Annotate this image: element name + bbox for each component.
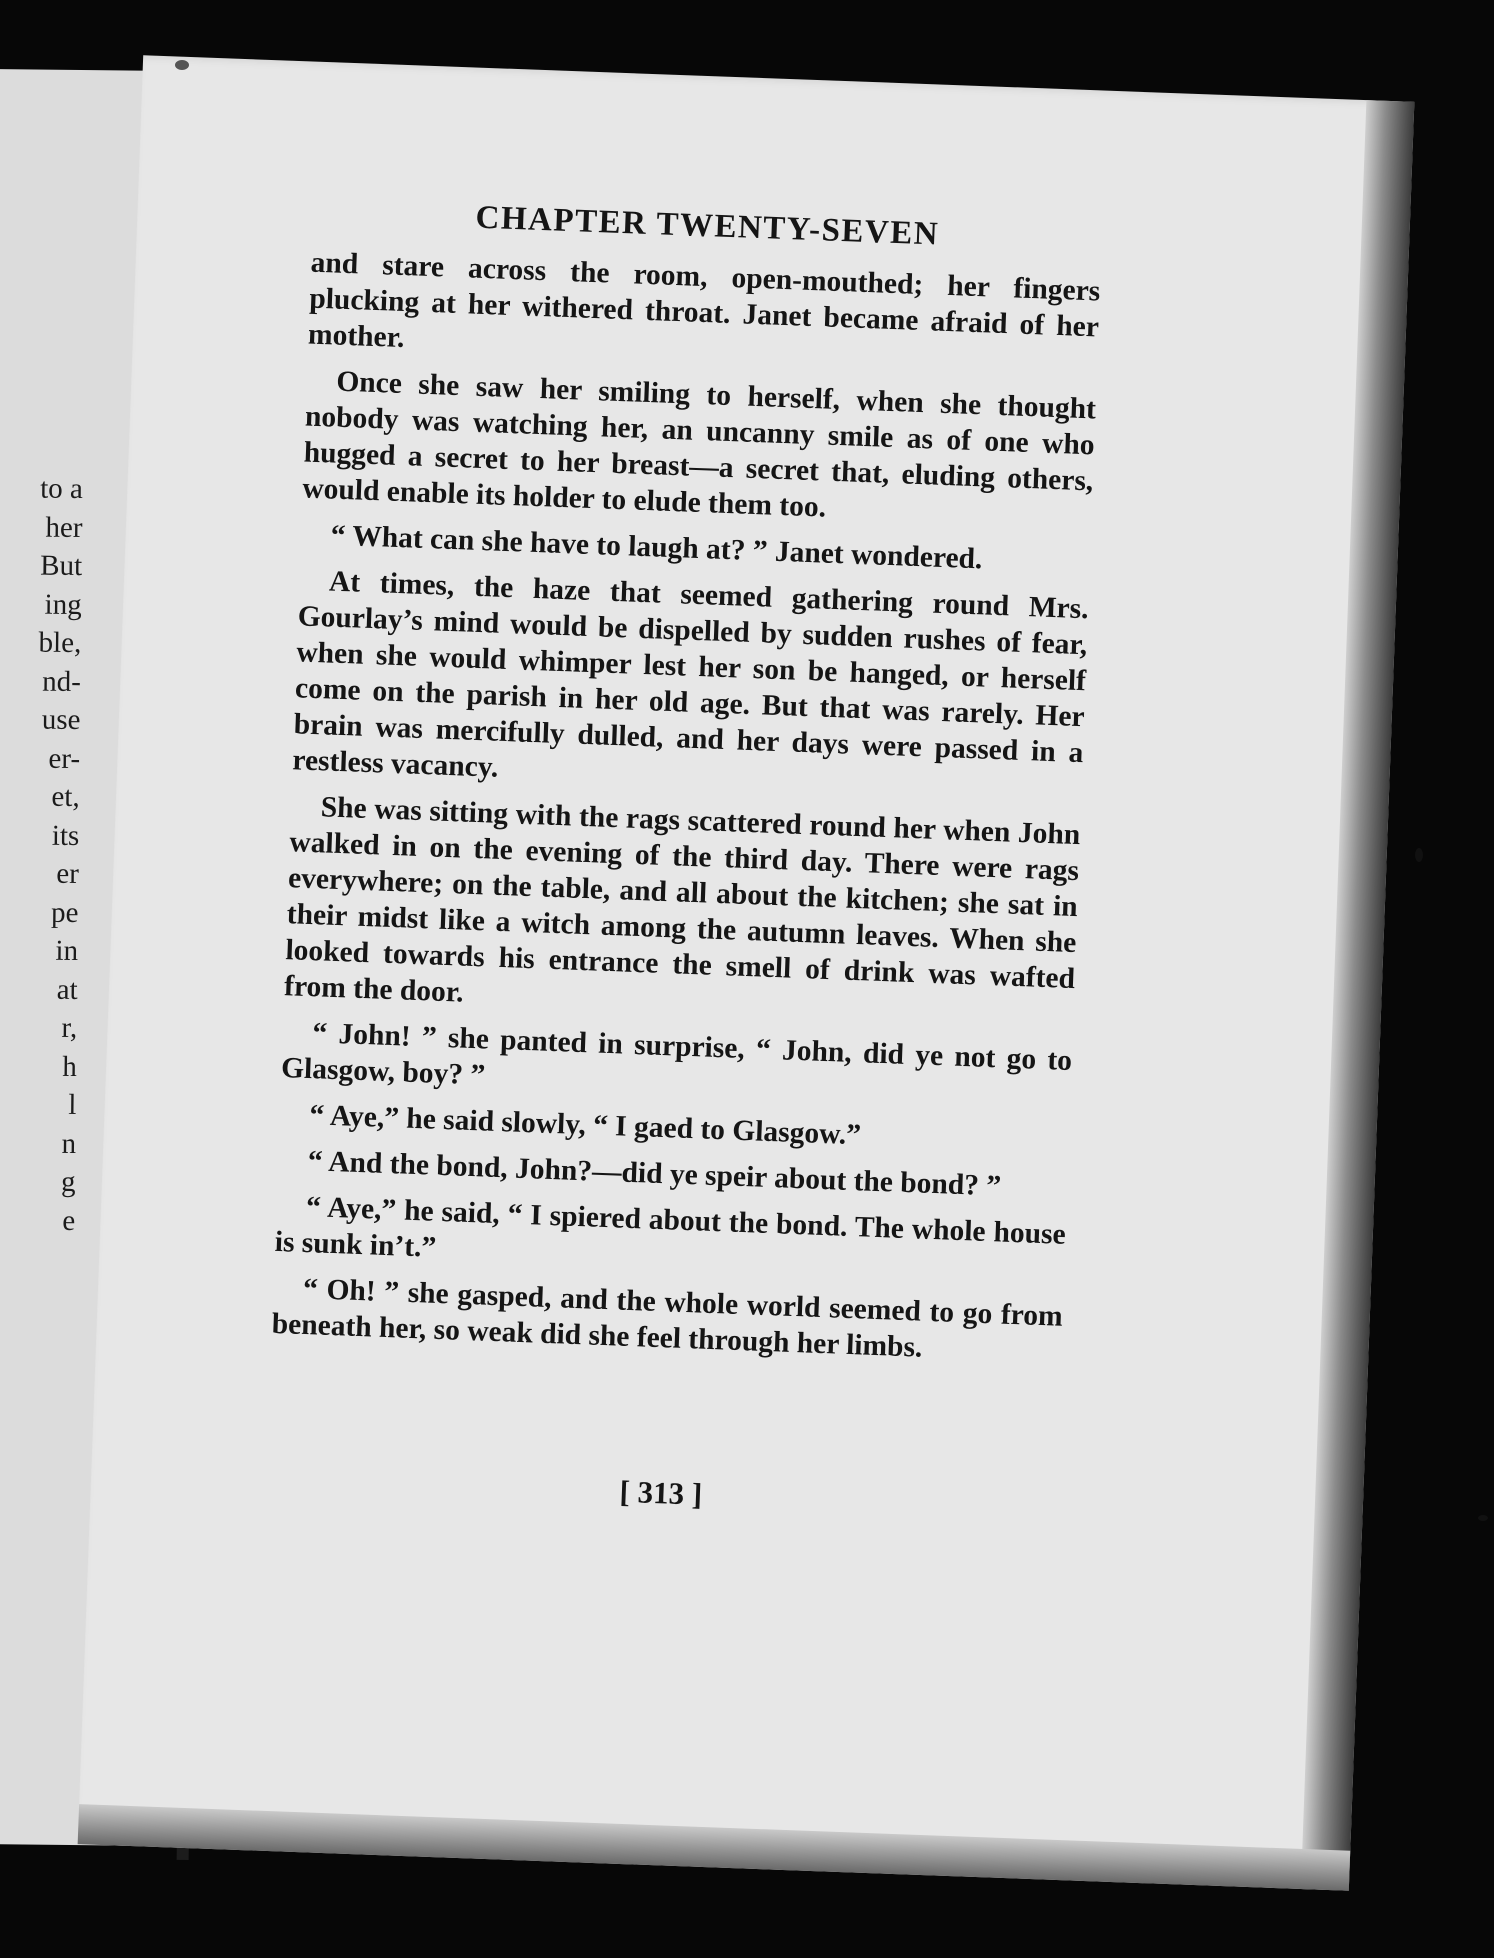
left-fragment: its	[51, 819, 80, 852]
left-fragment: her	[45, 511, 83, 544]
left-fragment: nd-	[42, 665, 82, 698]
left-fragment: use	[41, 703, 81, 737]
paragraph: “ And the bond, John?—did ye speir about the bond? ”	[307, 1145, 1002, 1203]
scan-speck	[175, 60, 189, 70]
left-fragment: n	[61, 1127, 77, 1160]
left-fragment: h	[62, 1050, 78, 1083]
scan-speck	[1478, 1515, 1488, 1521]
scan-speck	[1415, 848, 1423, 862]
paragraph: “ What can she have to laugh at? ” Janet wondered.	[330, 519, 983, 576]
paragraph: and stare across the room, open-mouthed; her fingers plucking at her withered throat. Janet became afraid of her mother.	[307, 246, 1101, 355]
left-fragment: ble,	[38, 626, 82, 660]
right-page	[78, 55, 1415, 1890]
page-edge-shadow	[1301, 100, 1415, 1891]
left-page-text-fragments	[0, 469, 83, 1240]
left-fragment: er-	[48, 742, 81, 775]
paragraph: She was sitting with the rags scattered round her when John walked in on the evening of the third day. There were rags everywhere; on the table, and all about the kitchen; she sat in their midst like a witch among the autumn leaves. When she looked towards his entrance the smell of drink was wafted from the door.	[283, 791, 1081, 1009]
left-fragment: l	[68, 1088, 77, 1122]
paragraph: “ Aye,” he said slowly, “ I gaed to Glasgow.”	[308, 1099, 862, 1152]
page-bottom-edge	[78, 1804, 1351, 1891]
left-fragment: to a	[40, 472, 84, 506]
left-fragment: e	[62, 1204, 76, 1237]
page-text-block	[271, 194, 1103, 1512]
left-fragment: er	[56, 857, 80, 891]
paragraph: Once she saw her smiling to herself, when she thought nobody was watching her, an uncanny smile as of one who hugged a secret to her breast—a secret that, eluding others, would enable its holder to elude them too.	[301, 365, 1097, 524]
left-fragment: g	[60, 1165, 76, 1198]
left-fragment: pe	[50, 896, 79, 929]
left-fragment: in	[55, 934, 79, 968]
paragraph: “ Oh! ” she gasped, and the whole world seemed to go from beneath her, so weak did she feel through her limbs.	[271, 1272, 1064, 1364]
paragraph: “ Aye,” he said, “ I spiered about the bond. The whole house is sunk in’t.”	[274, 1191, 1067, 1264]
paragraph: At times, the haze that seemed gathering round Mrs. Gourlay’s mind would be dispelled by sudden rushes of fear, when she would whimper lest her son be hanged, or herself come on the parish in her old age. But that was rarely. Her brain was mercifully dulled, and her days were passed in a restless vacancy.	[291, 565, 1090, 784]
left-fragment: But	[40, 549, 83, 583]
left-fragment: r,	[61, 1011, 78, 1045]
running-head: CHAPTER TWENTY-SEVEN	[474, 199, 940, 253]
paragraph: “ John! ” she panted in surprise, “ John, did ye not go to Glasgow, boy? ”	[280, 1017, 1073, 1092]
page-number: [ 313 ]	[618, 1473, 703, 1512]
left-fragment: et,	[51, 780, 80, 814]
left-fragment: at	[56, 973, 78, 1006]
left-fragment: ing	[44, 588, 82, 621]
